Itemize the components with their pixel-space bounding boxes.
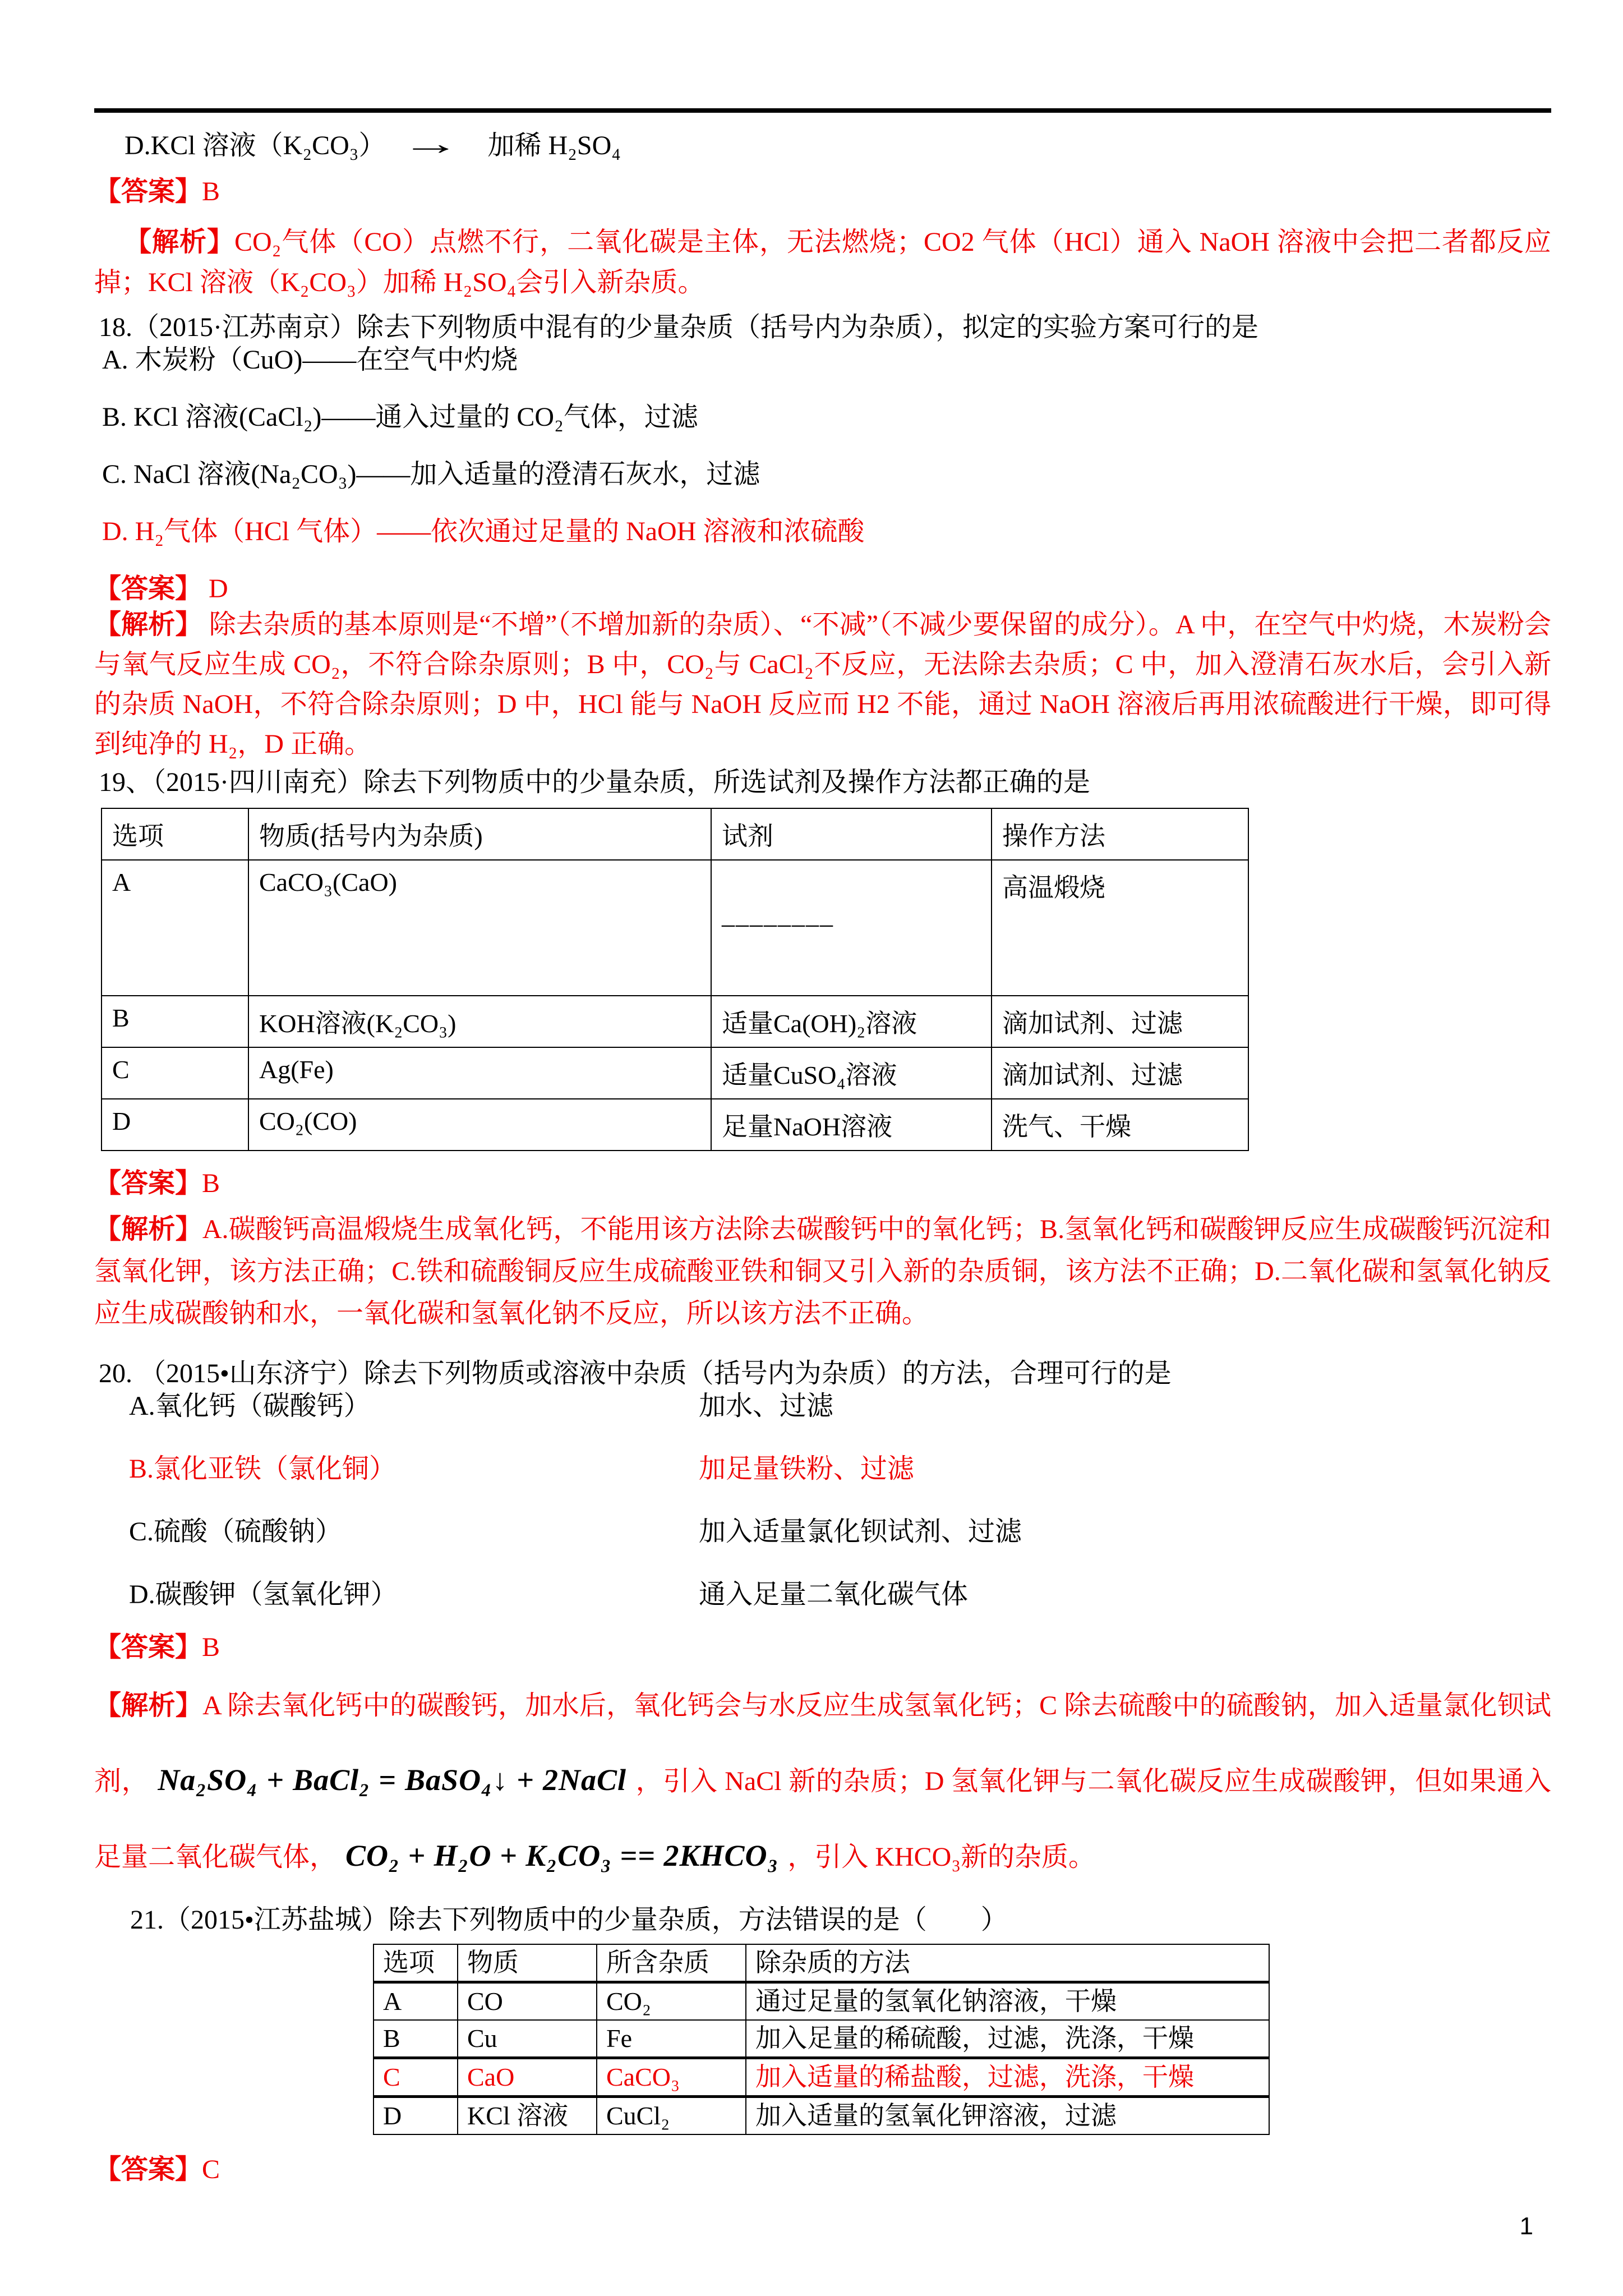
cell-option: B xyxy=(102,996,248,1047)
analysis-label: 【解析】 xyxy=(94,610,202,639)
cell-substance: CaCO₃(CaO) xyxy=(248,860,711,996)
q20-option-a xyxy=(129,1391,1551,1422)
answer-label: 【答案】 xyxy=(94,177,202,206)
analysis-text: 除去杂质的基本原则是“不增”（不增加新的杂质）、“不减”（不减少要保留的成分）。A 中，在空气中灼烧，木炭粉会与氧气反应生成 CO₂，不符合除杂原则；B 中，CO₂与 CaCl₂不反应，无法除去杂质；C 中，加入澄清石灰水后，会引入新的杂质 NaOH，不符合除杂原则；D 中，HCl 能与 NaOH 反应而 H2 不能，通过 NaOH 溶液后再用浓硫酸进行干燥，即可得到纯净的 H₂，D 正确。 xyxy=(94,610,1551,759)
analysis-label: 【解析】 xyxy=(94,1691,203,1720)
cell-method: 加入适量的氢氧化钾溶液，过滤 xyxy=(746,2097,1269,2135)
analysis-text-2: ，引入 NaCl 新的杂质；D 氢氧化钾与二氧化碳反应生成碳酸钾，但如果通入足量二氧化碳气体， xyxy=(94,1766,1551,1872)
option-substance: A.氧化钙（碳酸钙） xyxy=(129,1391,371,1421)
cell-impurity: CaCO₃ xyxy=(597,2058,746,2097)
q20-option-b xyxy=(129,1453,1551,1485)
cell-substance: CO₂(CO) xyxy=(248,1099,711,1151)
prev-analysis-paragraph xyxy=(94,222,1551,303)
answer-value: B xyxy=(202,177,220,206)
cell-method: 高温煅烧 xyxy=(992,860,1248,996)
cell-substance: CO xyxy=(458,1982,597,2021)
option-method: 加水、过滤 xyxy=(699,1391,834,1421)
analysis-label: 【解析】 xyxy=(125,227,234,257)
q21-header-option: 选项 xyxy=(374,1944,458,1982)
q19-table-row-b xyxy=(102,996,1248,1047)
cell-impurity: CO₂ xyxy=(597,1982,746,2021)
q21-table-header-row xyxy=(374,1944,1269,1982)
q21-table-row-d xyxy=(374,2097,1269,2135)
q20-option-c xyxy=(129,1516,1551,1548)
cell-substance: Cu xyxy=(458,2020,597,2058)
cell-method: 滴加试剂、过滤 xyxy=(992,1047,1248,1099)
cell-method: 加入适量的稀盐酸，过滤，洗涤，干燥 xyxy=(746,2058,1269,2097)
answer-label: 【答案】 xyxy=(94,1632,202,1662)
prev-answer-line xyxy=(94,176,1551,208)
q18-analysis-paragraph xyxy=(94,605,1551,764)
option-method: 加入适量氯化钡试剂、过滤 xyxy=(699,1517,1022,1547)
option-substance: C.硫酸（硫酸钠） xyxy=(129,1517,343,1547)
chemical-equation-1: Na₂SO₄ + BaCl₂ = BaSO₄↓ + 2NaCl xyxy=(158,1763,626,1797)
cell-option: D xyxy=(374,2097,458,2135)
blank-underline: ________ xyxy=(722,900,834,929)
q18-option-d: D. H₂气体（HCl 气体）——依次通过足量的 NaOH 溶液和浓硫酸 xyxy=(102,517,865,546)
cell-method: 通过足量的氢氧化钠溶液，干燥 xyxy=(746,1982,1269,2021)
cell-reagent: 适量CuSO₄溶液 xyxy=(711,1047,992,1099)
cell-substance: Ag(Fe) xyxy=(248,1047,711,1099)
prev-option-d-line xyxy=(125,127,1551,163)
q19-table-row-d xyxy=(102,1099,1248,1151)
q19-analysis-paragraph xyxy=(94,1208,1551,1335)
q21-answer-line xyxy=(94,2154,1551,2185)
cell-option: A xyxy=(374,1982,458,2021)
cell-method: 滴加试剂、过滤 xyxy=(992,996,1248,1047)
answer-value: B xyxy=(202,1168,220,1198)
q20-option-d xyxy=(129,1579,1551,1611)
q19-table-header-row xyxy=(102,808,1248,860)
answer-label: 【答案】 xyxy=(94,574,202,604)
cell-reagent xyxy=(711,860,992,996)
cell-option: C xyxy=(374,2058,458,2097)
right-arrow-icon: → xyxy=(400,127,460,162)
cell-substance: KCl 溶液 xyxy=(458,2097,597,2135)
page-number: 1 xyxy=(1519,2212,1533,2240)
option-substance: B.氯化亚铁（氯化铜） xyxy=(129,1454,396,1484)
q19-header-substance: 物质(括号内为杂质) xyxy=(248,808,711,860)
analysis-text: A.碳酸钙高温煅烧生成氧化钙，不能用该方法除去碳酸钙中的氧化钙；B.氢氧化钙和碳酸钾反应生成碳酸钙沉淀和氢氧化钾，该方法正确；C.铁和硫酸铜反应生成硫酸亚铁和铜又引入新的杂质铜，该方法不正确；D.二氧化碳和氢氧化钠反应生成碳酸钠和水，一氧化碳和氢氧化钠不反应，所以该方法不正确。 xyxy=(94,1214,1551,1328)
q18-stem: 18.（2015·江苏南京）除去下列物质中混有的少量杂质（括号内为杂质），拟定的实验方案可行的是 xyxy=(99,312,1258,342)
q19-header-method: 操作方法 xyxy=(992,808,1248,860)
q21-stem: 21.（2015•江苏盐城）除去下列物质中的少量杂质，方法错误的是（ ） xyxy=(130,1905,1008,1935)
cell-reagent: 适量Ca(OH)₂溶液 xyxy=(711,996,992,1047)
analysis-text-3: ，引入 KHCO₃新的杂质。 xyxy=(787,1842,1096,1872)
q19-header-option: 选项 xyxy=(102,808,248,860)
q18-answer-line xyxy=(94,573,1551,605)
answer-value: C xyxy=(202,2155,220,2184)
cell-option: D xyxy=(102,1099,248,1151)
cell-impurity: CuCl₂ xyxy=(597,2097,746,2135)
q19-stem: 19、（2015·四川南充）除去下列物质中的少量杂质，所选试剂及操作方法都正确的是 xyxy=(99,767,1090,797)
q19-answer-line xyxy=(94,1168,1551,1199)
cell-impurity: Fe xyxy=(597,2020,746,2058)
analysis-label: 【解析】 xyxy=(94,1214,202,1244)
option-method: 通入足量二氧化碳气体 xyxy=(699,1580,969,1609)
cell-option: C xyxy=(102,1047,248,1099)
q21-table-row-b xyxy=(374,2020,1269,2058)
prev-option-d-text: D.KCl 溶液（K₂CO₃） xyxy=(125,131,386,160)
q18-option-a: A. 木炭粉（CuO)——在空气中灼烧 xyxy=(102,345,518,375)
q20-stem: 20. （2015•山东济宁）除去下列物质或溶液中杂质（括号内为杂质）的方法，合理可行的是 xyxy=(99,1359,1172,1388)
cell-reagent: 足量NaOH溶液 xyxy=(711,1099,992,1151)
header-rule xyxy=(94,108,1551,113)
q18-option-b: B. KCl 溶液(CaCl₂)——通入过量的 CO₂气体，过滤 xyxy=(102,402,698,432)
answer-label: 【答案】 xyxy=(94,1168,202,1198)
option-method: 加足量铁粉、过滤 xyxy=(699,1454,915,1484)
answer-value: D xyxy=(202,574,228,604)
option-substance: D.碳酸钾（氢氧化钾） xyxy=(129,1580,398,1609)
q21-table-row-c xyxy=(374,2058,1269,2097)
q20-analysis-paragraph xyxy=(94,1669,1551,1894)
analysis-text: CO₂气体（CO）点燃不行，二氧化碳是主体，无法燃烧；CO2 气体（HCl）通入 NaOH 溶液中会把二者都反应掉；KCl 溶液（K₂CO₃）加稀 H₂SO₄会引入新杂质。 xyxy=(94,227,1551,297)
q21-table xyxy=(373,1944,1270,2135)
answer-value: B xyxy=(202,1632,220,1662)
q20-answer-line xyxy=(94,1632,1551,1663)
cell-option: A xyxy=(102,860,248,996)
chemical-equation-2: CO₂ + H₂O + K₂CO₃ == 2KHCO₃ xyxy=(345,1839,779,1872)
answer-label: 【答案】 xyxy=(94,2155,202,2184)
prev-option-d-method: 加稀 H₂SO₄ xyxy=(487,131,621,160)
q19-table xyxy=(101,808,1249,1151)
q21-table-row-a xyxy=(374,1982,1269,2021)
q21-header-substance: 物质 xyxy=(458,1944,597,1982)
cell-substance: KOH溶液(K₂CO₃) xyxy=(248,996,711,1047)
analysis-text-1: A 除去氧化钙中的碳酸钙，加水后，氧化钙会与水反应生成氢氧化钙；C 除去硫酸中的硫酸钠，加入适量氯化钡试剂， xyxy=(94,1691,1551,1796)
q21-header-method: 除杂质的方法 xyxy=(746,1944,1269,1982)
q19-header-reagent: 试剂 xyxy=(711,808,992,860)
cell-method: 洗气、干燥 xyxy=(992,1099,1248,1151)
q19-table-row-c xyxy=(102,1047,1248,1099)
cell-option: B xyxy=(374,2020,458,2058)
q18-option-c: C. NaCl 溶液(Na₂CO₃)——加入适量的澄清石灰水，过滤 xyxy=(102,459,760,489)
cell-substance: CaO xyxy=(458,2058,597,2097)
q21-header-impurity: 所含杂质 xyxy=(597,1944,746,1982)
q19-table-row-a xyxy=(102,860,1248,996)
cell-method: 加入足量的稀硫酸，过滤，洗涤，干燥 xyxy=(746,2020,1269,2058)
